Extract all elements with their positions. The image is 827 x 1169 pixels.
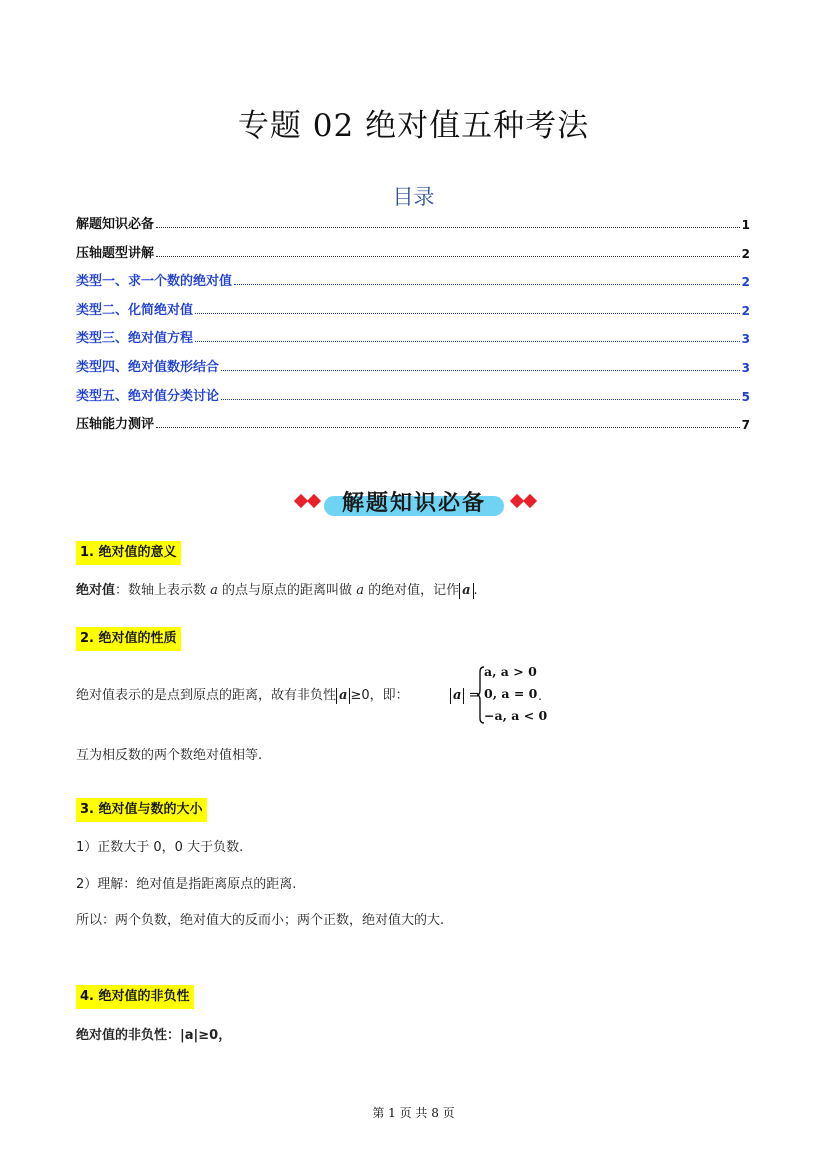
text-fragment: ≥0，即：: [350, 688, 409, 703]
table-of-contents: [76, 212, 750, 432]
diamond-icon: [307, 494, 321, 508]
section-heading-comparison: 3. 绝对值与数的大小: [76, 798, 207, 822]
toc-item-page: 7: [741, 418, 750, 432]
toc-item-page: 2: [741, 304, 750, 318]
text-fragment: 绝对值表示的是点到原点的距离，故有非负性: [76, 688, 337, 703]
toc-item-type1[interactable]: [76, 269, 750, 289]
absolute-value-notation: a: [459, 583, 473, 599]
toc-item-label: 类型五、绝对值分类讨论: [76, 389, 220, 404]
banner-pill: [324, 486, 504, 516]
section-heading-properties: 2. 绝对值的性质: [76, 627, 181, 651]
text-fragment: ：数轴上表示数: [115, 583, 211, 598]
term-label: 绝对值: [76, 583, 116, 598]
toc-leader-dots: [234, 284, 740, 285]
text-fragment: .: [473, 583, 478, 598]
section-heading-nonnegative: 4. 绝对值的非负性: [76, 985, 194, 1009]
toc-item-label: 类型一、求一个数的绝对值: [76, 274, 233, 289]
cases-lhs: [450, 688, 479, 704]
document-title: 专题 02 绝对值五种考法: [237, 108, 590, 144]
toc-leader-dots: [156, 427, 740, 428]
toc-item-label: 压轴题型讲解: [76, 246, 155, 261]
absolute-value-notation: a: [450, 688, 464, 704]
toc-item-label: 类型三、绝对值方程: [76, 331, 194, 346]
toc-leader-dots: [156, 227, 740, 228]
paragraph-definition: [76, 581, 478, 601]
toc-item-assessment[interactable]: [76, 412, 750, 432]
paragraph-rule-1: 1）正数大于 0，0 大于负数.: [76, 840, 244, 855]
toc-item-type2[interactable]: [76, 298, 750, 318]
paragraph-opposites: 互为相反数的两个数绝对值相等.: [76, 748, 263, 763]
toc-item-label: 类型四、绝对值数形结合: [76, 360, 220, 375]
toc-item-type4[interactable]: [76, 355, 750, 375]
toc-item-knowledge[interactable]: [76, 212, 750, 232]
toc-leader-dots: [156, 256, 740, 257]
toc-item-page: 3: [741, 332, 750, 346]
toc-item-page: 1: [741, 218, 750, 232]
toc-heading: 目录: [392, 185, 435, 209]
toc-item-page: 2: [741, 247, 750, 261]
text-fragment: 的绝对值，记作: [363, 583, 460, 598]
toc-item-type5[interactable]: [76, 384, 750, 404]
toc-item-page: 2: [741, 275, 750, 289]
toc-item-explanation[interactable]: [76, 241, 750, 261]
piecewise-definition: [450, 664, 570, 726]
paragraph-rule-2: 2）理解：绝对值是指距离原点的距离.: [76, 877, 297, 892]
toc-leader-dots: [195, 341, 740, 342]
toc-leader-dots: [221, 370, 740, 371]
paragraph-nonnegative-rule: 绝对值的非负性：|a|≥0，: [76, 1028, 232, 1043]
toc-leader-dots: [221, 399, 740, 400]
text-fragment: 的点与原点的距离叫做: [217, 583, 357, 598]
toc-item-label: 解题知识必备: [76, 217, 155, 232]
absolute-value-notation: a: [336, 688, 350, 704]
paragraph-nonnegativity: [76, 686, 409, 706]
cases-period: .: [538, 688, 542, 703]
toc-leader-dots: [195, 313, 740, 314]
case-positive: a, a > 0: [484, 664, 537, 679]
section-banner: [290, 482, 540, 522]
math-variable: a: [210, 583, 218, 598]
toc-item-type3[interactable]: [76, 326, 750, 346]
toc-item-label: 压轴能力测评: [76, 417, 155, 432]
case-negative: −a, a < 0: [484, 708, 548, 723]
case-zero: 0, a = 0: [484, 686, 538, 701]
page-number-footer: 第 1 页 共 8 页: [372, 1106, 455, 1120]
math-variable: a: [356, 583, 364, 598]
section-heading-meaning: 1. 绝对值的意义: [76, 541, 181, 565]
toc-item-page: 5: [741, 390, 750, 404]
equals-sign: =: [468, 688, 480, 703]
banner-label: 解题知识必备: [341, 491, 486, 516]
toc-item-label: 类型二、化简绝对值: [76, 303, 194, 318]
paragraph-rule-3: 所以：两个负数，绝对值大的反而小；两个正数，绝对值大的大.: [76, 913, 445, 928]
toc-item-page: 3: [741, 361, 750, 375]
diamond-icon: [523, 494, 537, 508]
